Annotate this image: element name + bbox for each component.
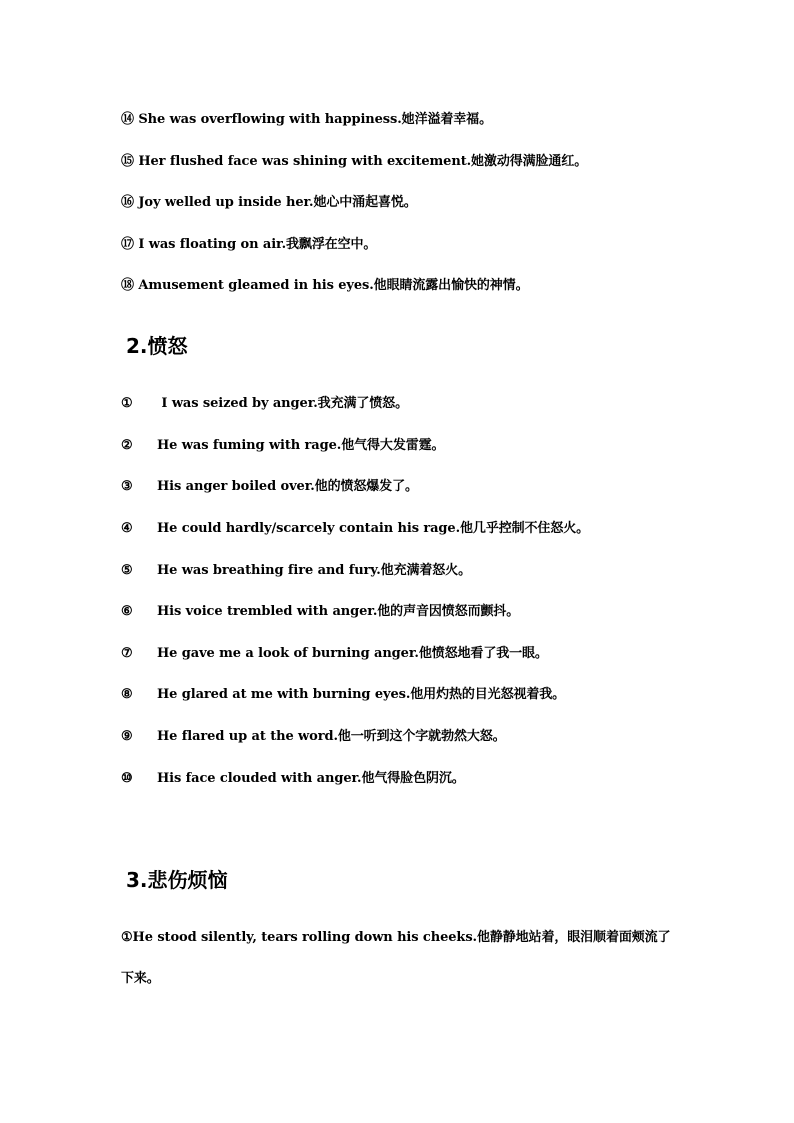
- item-text: Joy welled up inside her.她心中涌起喜悦。: [133, 195, 417, 210]
- list-item: [121, 191, 417, 210]
- item-text: Amusement gleamed in his eyes.他眼睛流露出愉快的神情。: [133, 278, 529, 293]
- item-number: ⑨: [121, 729, 133, 744]
- list-item: [121, 683, 565, 702]
- item-number: ⑭: [121, 112, 134, 127]
- section-heading-sorrow: 3.悲伤烦恼: [126, 868, 228, 892]
- list-item: [121, 767, 465, 786]
- item-number: ⑩: [121, 771, 133, 786]
- item-number: ⑦: [121, 646, 133, 661]
- item-text: He was breathing fire and fury.他充满着怒火。: [157, 563, 471, 578]
- list-item: [121, 392, 408, 411]
- list-item: [121, 233, 376, 252]
- item-text: He flared up at the word.他一听到这个字就勃然大怒。: [157, 729, 506, 744]
- item-number: ⑰: [121, 237, 134, 252]
- item-text: His face clouded with anger.他气得脸色阴沉。: [157, 771, 465, 786]
- item-number: ①: [121, 396, 133, 411]
- list-item: [121, 559, 471, 578]
- list-item: [121, 274, 528, 293]
- item-text: I was seized by anger.我充满了愤怒。: [157, 396, 408, 411]
- item-number: ⑥: [121, 604, 133, 619]
- item-number: ③: [121, 479, 133, 494]
- item-text: She was overflowing with happiness.她洋溢着幸福。: [133, 112, 492, 127]
- item-number: ⑯: [121, 195, 134, 210]
- item-text: Her flushed face was shining with excitement.她激动得满脸通红。: [133, 154, 588, 169]
- item-text: He gave me a look of burning anger.他愤怒地看了我一眼。: [157, 646, 548, 661]
- list-item: [121, 434, 444, 453]
- list-item: [121, 517, 589, 536]
- paragraph-line: ①He stood silently, tears rolling down his cheeks.他静静地站着，眼泪顺着面颊流了: [121, 930, 671, 945]
- item-number: ⑤: [121, 563, 133, 578]
- item-text: I was floating on air.我飘浮在空中。: [133, 237, 377, 252]
- item-text: He glared at me with burning eyes.他用灼热的目光怒视着我。: [157, 687, 566, 702]
- item-number: ②: [121, 438, 133, 453]
- item-text: He could hardly/scarcely contain his rage.他几乎控制不住怒火。: [157, 521, 590, 536]
- item-number: ⑱: [121, 278, 134, 293]
- item-text: His voice trembled with anger.他的声音因愤怒而颤抖。: [157, 604, 520, 619]
- item-number: ⑧: [121, 687, 133, 702]
- list-item: [121, 108, 492, 127]
- paragraph-line: 下来。: [121, 971, 160, 986]
- list-item: [121, 725, 506, 744]
- list-item: [121, 642, 548, 661]
- list-item: [121, 600, 519, 619]
- item-text: He was fuming with rage.他气得大发雷霆。: [157, 438, 445, 453]
- list-item: [121, 475, 418, 494]
- item-text: His anger boiled over.他的愤怒爆发了。: [157, 479, 418, 494]
- section-heading-anger: 2.愤怒: [126, 334, 188, 358]
- item-number: ④: [121, 521, 133, 536]
- list-item: [121, 150, 587, 169]
- item-number: ⑮: [121, 154, 134, 169]
